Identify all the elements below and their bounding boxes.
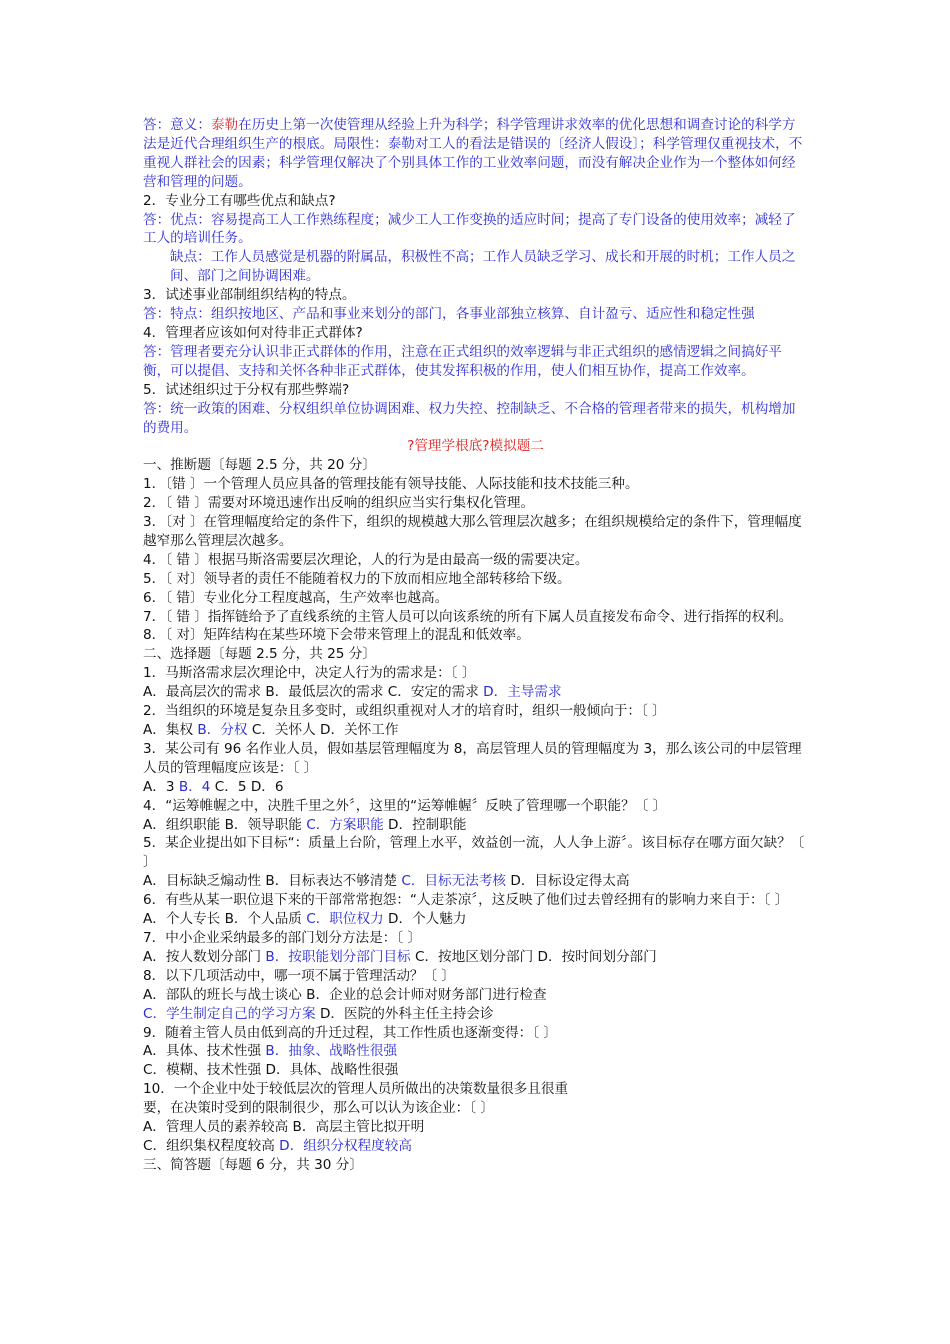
judge-heading: 一、推断题〔每题 2.5 分，共 20 分〕	[143, 457, 376, 474]
choice-question: 5．某企业提出如下目标“：质量上台阶，管理上水平，效益创一流，人人争上游〞。该目标存在哪方面欠缺？〔 〕	[143, 835, 805, 871]
question-3: 3．试述事业部制组织结构的特点。	[143, 287, 356, 304]
choice-options: A．管理人员的素养较高 B．高层主管比拟开明	[143, 1119, 425, 1136]
judge-item: 2．〔 错 〕需要对环境迅速作出反响的组织应当实行集权化管理。	[143, 495, 535, 512]
choice-question: 1．马斯洛需求层次理论中，决定人行为的需求是：〔 〕	[143, 665, 476, 682]
choice-question: 8．以下几项活动中，哪一项不属于管理活动？〔 〕	[143, 967, 456, 984]
judge-item: 5．〔 对〕领导者的责任不能随着权力的下放而相应地全部转移给下级。	[143, 570, 571, 587]
choice-options-text: C．5 D．6	[210, 778, 284, 795]
question-5: 5．试述组织过于分权有那些弊端?	[143, 381, 350, 398]
question-2: 2．专业分工有哪些优点和缺点?	[143, 192, 336, 209]
highlight-name: 泰勒	[210, 117, 239, 133]
choice-options-text: A．集权	[143, 722, 198, 738]
question-4: 4．管理者应该如何对待非正式群体?	[143, 324, 363, 341]
choice-options-text: D．控制职能	[383, 816, 467, 833]
choice-options	[143, 778, 808, 797]
choice-options	[143, 1042, 808, 1061]
choice-answer: D．组织分权程度较高	[279, 1137, 412, 1154]
exam-title: ?管理学根底?模拟题二	[407, 438, 544, 455]
judge-item: 8．〔 对〕矩阵结构在某些环境下会带来管理上的混乱和低效率。	[143, 627, 530, 644]
judge-item: 7．〔 错 〕指挥链给予了直线系统的主管人员可以向该系统的所有下属人员直接发布命令、进行指挥的权利。	[143, 608, 793, 625]
choice-options-text: A．按人数划分部门	[143, 948, 266, 965]
choice-options	[143, 910, 808, 929]
choice-heading: 二、选择题〔每题 2.5 分，共 25 分〕	[143, 646, 376, 663]
choice-question: 7．中小企业采纳最多的部门划分方法是：〔 〕	[143, 929, 422, 946]
choice-options-text: C．组织集权程度较高	[143, 1137, 280, 1154]
choice-question: 3．某公司有 96 名作业人员，假如基层管理幅度为 8，高层管理人员的管理幅度为 3，那么该公司的中层管理人员的管理幅度应该是：〔 〕	[143, 740, 802, 776]
choice-options-text: A．目标缺乏煽动性 B．目标表达不够清楚	[143, 873, 402, 890]
answer-5: 答：统一政策的困难、分权组织单位协调困难、权力失控、控制缺乏、不合格的管理者带来的损失，机构增加的费用。	[143, 400, 796, 436]
choice-options	[143, 816, 808, 835]
choice-options-text: D．目标设定得太高	[506, 873, 630, 890]
choice-answer: C．目标无法考核	[401, 873, 507, 890]
choice-options-text: A．3	[143, 778, 179, 795]
choice-options	[143, 1005, 808, 1024]
choice-answer: C．方案职能	[306, 816, 384, 833]
choice-options-text: A．个人专长 B．个人品质	[143, 911, 307, 928]
answer-3: 答：特点：组织按地区、产品和事业来划分的部门，各事业部独立核算、自计盈亏、适应性和稳定性强	[143, 306, 755, 323]
choice-answer: D．主导需求	[483, 684, 562, 701]
choice-answer: B．按职能划分部门目标	[265, 948, 411, 965]
choice-options-text: C．按地区划分部门 D．按时间划分部门	[410, 948, 657, 965]
judge-item: 1．〔错 〕一个管理人员应具备的管理技能有领导技能、人际技能和技术技能三种。	[143, 476, 639, 493]
choice-answer: B．抽象、战略性很强	[265, 1043, 398, 1060]
choice-options	[143, 872, 808, 891]
judge-item: 4．〔 错 〕根据马斯洛需要层次理论，人的行为是由最高一级的需要决定。	[143, 551, 589, 568]
choice-answer: C．学生制定自己的学习方案	[143, 1005, 316, 1022]
choice-options: C．模糊、技术性强 D．具体、战略性很强	[143, 1062, 399, 1079]
choice-question: 2．当组织的环境是复杂且多变时，或组织重视对人才的培育时，组织一般倾向于：〔 〕	[143, 703, 666, 720]
choice-options	[143, 1137, 808, 1156]
answer-2-pros: 答：优点：容易提高工人工作熟练程度；减少工人工作变换的适应时间；提高了专门设备的使用效率；减轻了工人的培训任务。	[143, 211, 796, 247]
answer-1-prefix: 答：意义：	[143, 117, 211, 133]
choice-question: 6．有些从某一职位退下来的干部常常抱怨：“人走茶凉〞，这反映了他们过去曾经拥有的影响力来自于：〔 〕	[143, 892, 789, 909]
choice-options	[143, 948, 808, 967]
choice-answer: B．4	[178, 778, 211, 795]
answer-1-body: 在历史上第一次使管理从经验上升为科学；科学管理讲求效率的优化思想和调查讨论的科学方法是近代合理组织生产的根底。局限性：泰勒对工人的看法是错误的〔经济人假设〕；科学管理仅重视技术，不重视人群社会的因素；科学管理仅解决了个别具体工作的工业效率问题，而没有解决企业作为一个整体如何经营和管理的问题。	[143, 117, 803, 190]
answer-4: 答：管理者要充分认识非正式群体的作用，注意在正式组织的效率逻辑与非正式组织的感情逻辑之间搞好平衡，可以提倡、支持和关怀各种非正式群体，使其发挥积极的作用，使人们相互协作，提高工作效率。	[143, 343, 782, 379]
choice-options	[143, 721, 808, 740]
choice-answer: C．职位权力	[306, 911, 384, 928]
choice-question: 4．“运筹帷幄之中，决胜千里之外〞，这里的“运筹帷幄〞反映了管理哪一个职能？〔 〕	[143, 797, 667, 814]
choice-options	[143, 683, 808, 702]
choice-options-text: C．关怀人 D．关怀工作	[247, 722, 399, 738]
choice-options: A．部队的班长与战士谈心 B．企业的总会计师对财务部门进行检查	[143, 986, 547, 1003]
choice-answer: B．分权	[197, 722, 248, 738]
choice-options-text: A．具体、技术性强	[143, 1043, 266, 1060]
choice-question: 要，在决策时受到的限制很少，那么可以认为该企业：〔 〕	[143, 1100, 494, 1117]
choice-options-text: D．医院的外科主任主持会诊	[315, 1005, 494, 1022]
choice-options-text: A．最高层次的需求 B．最低层次的需求 C．安定的需求	[143, 684, 484, 701]
choice-question: 10．一个企业中处于较低层次的管理人员所做出的决策数量很多且很重	[143, 1081, 569, 1098]
answer-2-cons: 缺点：工作人员感觉是机器的附属品，积极性不高；工作人员缺乏学习、成长和开展的时机；工作人员之间、部门之间协调困难。	[170, 249, 796, 285]
answer-1	[143, 116, 808, 192]
choice-options-text: A．组织职能 B．领导职能	[143, 816, 307, 833]
document-page	[143, 116, 808, 1175]
choice-options-text: D．个人魅力	[383, 911, 467, 928]
short-heading: 三、简答题〔每题 6 分，共 30 分〕	[143, 1156, 363, 1173]
judge-item: 6．〔 错〕专业化分工程度越高，生产效率也越高。	[143, 589, 449, 606]
judge-item: 3．〔对 〕在管理幅度给定的条件下，组织的规模越大那么管理层次越多；在组织规模给定的条件下，管理幅度越窄那么管理层次越多。	[143, 514, 802, 549]
choice-question: 9．随着主管人员由低到高的升迁过程，其工作性质也逐渐变得：〔 〕	[143, 1024, 557, 1041]
